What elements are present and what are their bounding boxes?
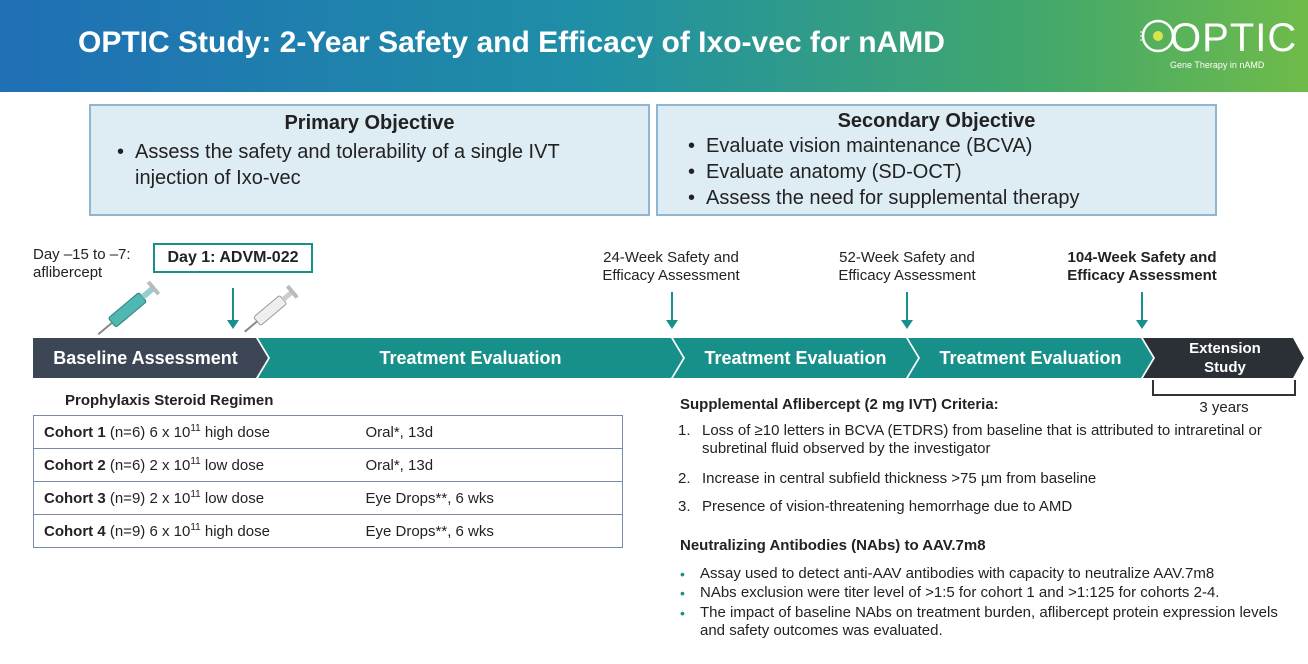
criterion-number: 3.	[678, 498, 691, 515]
supplemental-title: Supplemental Aflibercept (2 mg IVT) Criteria:	[680, 396, 999, 413]
week52-label	[816, 249, 998, 285]
extension-bracket	[1152, 380, 1296, 396]
regimen-steroid-cell: Eye Drops**, 6 wks	[356, 482, 623, 515]
week104-arrowhead	[1136, 320, 1148, 329]
cohort-exponent: 11	[190, 456, 201, 467]
week24-arrow	[671, 292, 673, 320]
day1-arrowhead	[227, 320, 239, 329]
bullet-icon: •	[680, 566, 685, 582]
regimen-row	[34, 416, 623, 449]
regimen-title: Prophylaxis Steroid Regimen	[65, 392, 274, 409]
week104-label	[1046, 249, 1238, 285]
regimen-steroid-cell: Oral*, 13d	[356, 416, 623, 449]
cohort-exponent: 11	[190, 489, 201, 500]
cohort-dose: high dose	[200, 424, 270, 441]
cohort-n: (n=9) 2 x 10	[109, 490, 191, 507]
primary-objective-list	[113, 139, 618, 191]
week24-label	[580, 249, 762, 285]
regimen-cohort-cell	[34, 515, 356, 548]
criterion-text: Presence of vision-threatening hemorrhage due to AMD	[702, 498, 1073, 515]
regimen-steroid-cell: Eye Drops**, 6 wks	[356, 515, 623, 548]
pre-treatment-label-line: aflibercept	[33, 264, 103, 281]
primary-objective-item: • Assess the safety and tolerability of a single IVT injection of Ixo-vec	[113, 139, 618, 191]
cohort-name: Cohort 2	[44, 457, 106, 474]
secondary-objective-box	[656, 104, 1217, 216]
regimen-table	[33, 415, 623, 548]
pre-treatment-label-line: Day –15 to –7:	[33, 246, 131, 263]
secondary-objective-item: • Evaluate anatomy (SD-OCT)	[684, 159, 1205, 185]
optic-logo	[1140, 14, 1298, 76]
phase-baseline-label: Baseline Assessment	[53, 348, 238, 368]
week24-label-line: Efficacy Assessment	[602, 267, 740, 284]
criterion-number: 2.	[678, 470, 691, 487]
bullet-icon: •	[680, 585, 685, 601]
cohort-dose: high dose	[200, 523, 270, 540]
nabs-item-text: NAbs exclusion were titer level of >1:5 for cohort 1 and >1:125 for cohorts 2-4.	[700, 584, 1220, 601]
week24-arrowhead	[666, 320, 678, 329]
criterion-text: Loss of ≥10 letters in BCVA (ETDRS) from baseline that is attributed to intraretinal or subretinal fluid observed by the investigator	[702, 422, 1262, 457]
week52-label-line: 52-Week Safety and	[839, 249, 975, 266]
cohort-dose: low dose	[200, 490, 265, 507]
week52-label-line: Efficacy Assessment	[838, 267, 976, 284]
logo-tagline: Gene Therapy in nAMD	[1170, 60, 1265, 70]
phase-treatment-label: Treatment Evaluation	[939, 348, 1122, 368]
week52-arrowhead	[901, 320, 913, 329]
regimen-cohort-cell	[34, 482, 356, 515]
syringe-aflibercept-icon	[92, 275, 172, 337]
cohort-name: Cohort 4	[44, 523, 106, 540]
cohort-exponent: 11	[190, 522, 201, 533]
cohort-n: (n=6) 2 x 10	[109, 457, 191, 474]
nabs-title: Neutralizing Antibodies (NAbs) to AAV.7m8	[680, 537, 986, 554]
primary-objective-box	[89, 104, 650, 216]
week104-arrow	[1141, 292, 1143, 320]
phase-treatment-label: Treatment Evaluation	[379, 348, 562, 368]
week104-label-line: Efficacy Assessment	[1067, 267, 1217, 284]
week52-arrow	[906, 292, 908, 320]
cohort-dose: low dose	[200, 457, 265, 474]
phase-extension-line: Study	[1204, 359, 1246, 376]
regimen-cohort-cell	[34, 449, 356, 482]
nabs-item-text: Assay used to detect anti-AAV antibodies with capacity to neutralize AAV.7m8	[700, 565, 1215, 582]
regimen-cohort-cell	[34, 416, 356, 449]
regimen-row	[34, 515, 623, 548]
nabs-item-text: The impact of baseline NAbs on treatment burden, aflibercept protein expression levels and safety outcomes was evaluated.	[700, 604, 1278, 639]
secondary-objective-title: Secondary Objective	[837, 110, 1036, 132]
logo-wordmark: OPTIC	[1170, 16, 1298, 60]
criterion-text: Increase in central subfield thickness >75 µm from baseline	[702, 470, 1097, 487]
regimen-row	[34, 449, 623, 482]
secondary-objective-list	[684, 133, 1205, 211]
bullet-icon: •	[680, 605, 685, 621]
cohort-n: (n=9) 6 x 10	[109, 523, 191, 540]
phase-treatment-label: Treatment Evaluation	[704, 348, 887, 368]
header-banner	[0, 0, 1308, 92]
regimen-steroid-cell: Oral*, 13d	[356, 449, 623, 482]
week104-label-line: 104-Week Safety and	[1067, 249, 1217, 266]
phase-extension-line: Extension	[1189, 340, 1261, 357]
day1-arrow	[232, 288, 234, 320]
phase-extension-label	[1150, 339, 1300, 377]
week24-label-line: 24-Week Safety and	[603, 249, 739, 266]
cohort-n: (n=6) 6 x 10	[109, 424, 191, 441]
syringe-advm-icon	[240, 278, 310, 336]
cohort-name: Cohort 3	[44, 490, 106, 507]
primary-objective-title: Primary Objective	[284, 112, 455, 134]
secondary-objective-item: • Evaluate vision maintenance (BCVA)	[684, 133, 1205, 159]
regimen-row	[34, 482, 623, 515]
criterion-number: 1.	[678, 422, 691, 439]
extension-duration: 3 years	[1199, 399, 1249, 416]
cohort-name: Cohort 1	[44, 424, 106, 441]
secondary-objective-item: • Assess the need for supplemental therapy	[684, 185, 1205, 211]
page-title: OPTIC Study: 2-Year Safety and Efficacy of Ixo-vec for nAMD	[78, 26, 945, 59]
cohort-exponent: 11	[190, 423, 201, 434]
day1-label: Day 1: ADVM-022	[153, 243, 313, 273]
